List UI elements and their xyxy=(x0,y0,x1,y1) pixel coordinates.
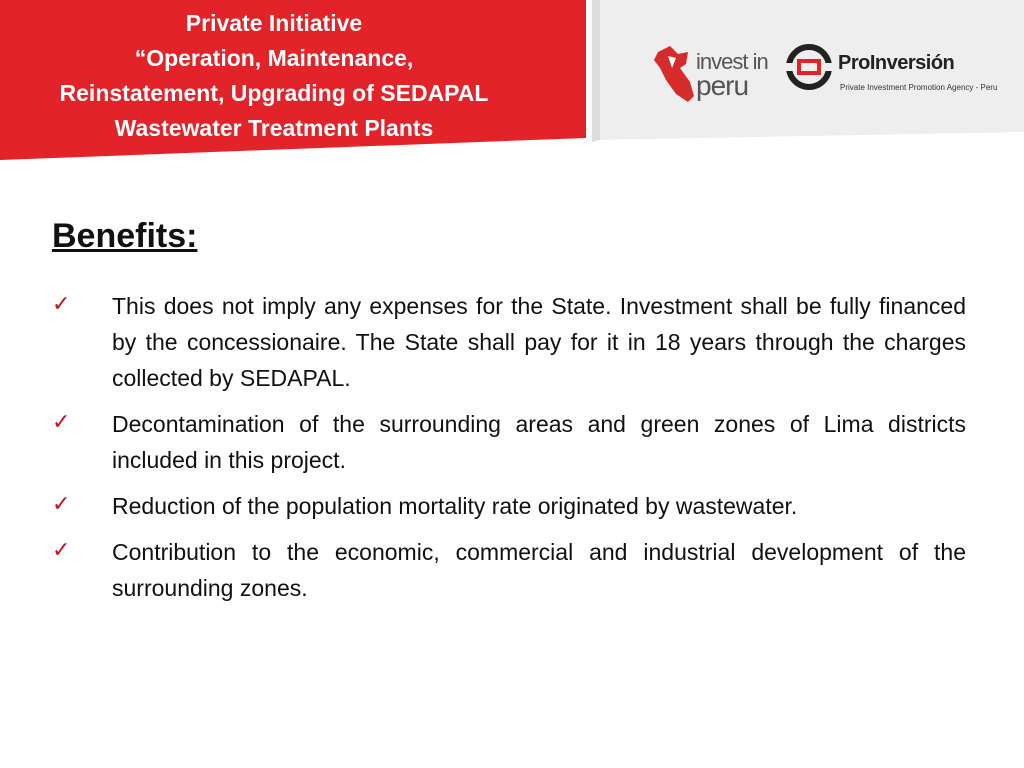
checkmark-icon: ✓ xyxy=(52,292,71,317)
invest-in-peru-logo xyxy=(696,51,776,99)
title-line-2: “Operation, Maintenance, xyxy=(134,45,414,71)
logos-area xyxy=(650,38,998,108)
slide-title xyxy=(0,6,548,146)
header-banner xyxy=(0,0,1024,162)
checkmark-icon: ✓ xyxy=(52,492,71,517)
benefit-text: Decontamination of the surrounding areas and green zones of Lima districts included in this project. xyxy=(112,411,966,473)
proinversion-name: ProInversión xyxy=(838,52,955,74)
checkmark-icon: ✓ xyxy=(52,410,71,435)
benefit-item xyxy=(52,406,966,478)
proinversion-emblem-icon xyxy=(786,44,832,90)
title-line-4: Wastewater Treatment Plants xyxy=(114,115,434,141)
peru-text: peru xyxy=(696,70,749,101)
benefit-item xyxy=(52,488,966,524)
checkmark-icon: ✓ xyxy=(52,538,71,563)
benefit-item xyxy=(52,534,966,606)
peru-map-icon xyxy=(650,38,700,108)
invest-in-text: invest in xyxy=(696,49,768,74)
main-content xyxy=(52,214,966,616)
benefit-item xyxy=(52,288,966,396)
benefits-heading: Benefits: xyxy=(52,217,198,255)
proinversion-tagline: Private Investment Promotion Agency - Peru xyxy=(840,83,998,92)
title-line-3: Reinstatement, Upgrading of SEDAPAL xyxy=(59,80,489,106)
benefit-text: Contribution to the economic, commercial and industrial development of the surrounding zones. xyxy=(112,539,966,601)
benefits-list xyxy=(52,288,966,606)
benefit-text: This does not imply any expenses for the State. Investment shall be fully financed by the concessionaire. The State shall pay for it in 18 years through the charges collected by SEDAPAL. xyxy=(112,293,966,391)
title-line-1: Private Initiative xyxy=(185,10,363,36)
benefit-text: Reduction of the population mortality rate originated by wastewater. xyxy=(112,493,798,519)
